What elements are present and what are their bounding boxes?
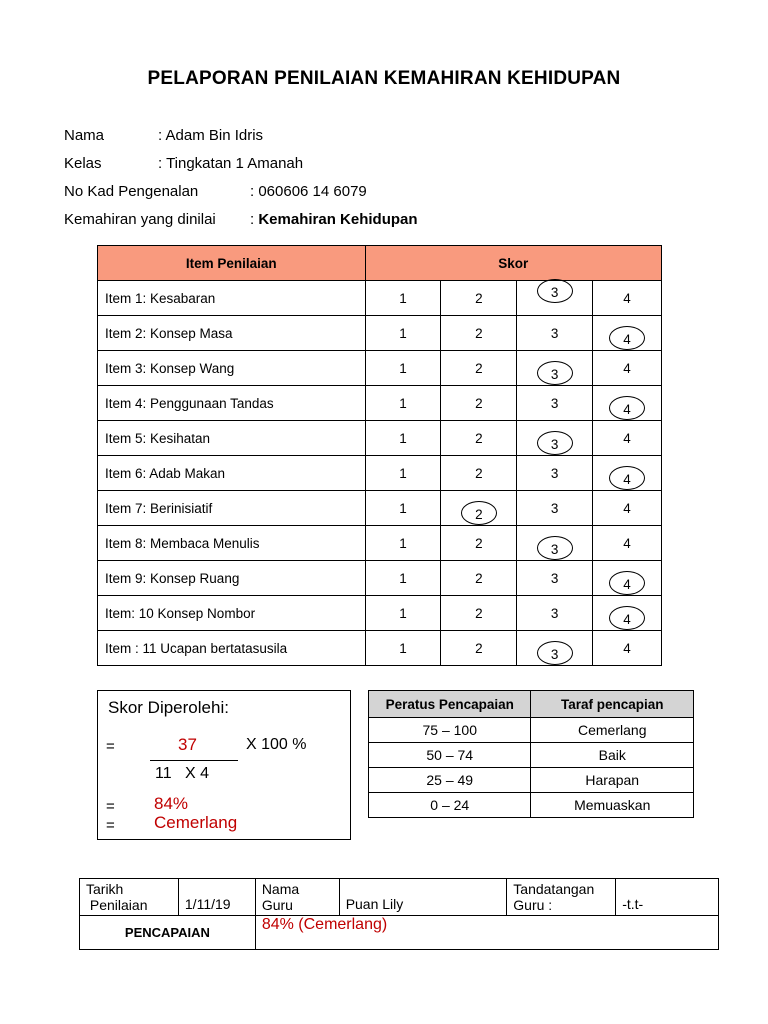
- score-option-2: [441, 351, 517, 386]
- score-option-value: 4: [623, 500, 631, 516]
- score-option-value: 2: [475, 535, 483, 551]
- score-option-1: [365, 456, 441, 491]
- score-option-4: [593, 316, 662, 351]
- header-taraf: Taraf pencapian: [531, 691, 694, 718]
- equals-sign-2: =: [106, 798, 115, 815]
- score-box-title: Skor Diperolehi:: [108, 698, 229, 717]
- score-row: [98, 456, 662, 491]
- score-option-1: [365, 281, 441, 316]
- date-value: 1/11/19: [178, 879, 255, 916]
- score-option-value: 3: [550, 570, 559, 586]
- date-label: Tarikh Penilaian: [80, 879, 179, 916]
- score-option-1: [365, 596, 441, 631]
- percent-range: 75 – 100: [369, 718, 531, 743]
- score-option-1: [365, 421, 441, 456]
- class-label: Kelas: [64, 155, 102, 172]
- score-option-1: [365, 631, 441, 666]
- score-option-value: 1: [399, 500, 407, 516]
- score-option-2: [441, 596, 517, 631]
- score-option-2: [441, 456, 517, 491]
- score-option-value: 1: [399, 640, 407, 656]
- score-option-value: 4: [623, 401, 631, 417]
- score-row: [98, 421, 662, 456]
- score-row: [98, 351, 662, 386]
- score-option-value: 1: [399, 605, 407, 621]
- score-option-2: [441, 421, 517, 456]
- score-row-label: Item: 10 Konsep Nombor: [98, 596, 366, 631]
- achievement-level: Cemerlang: [531, 718, 694, 743]
- score-option-value: 4: [623, 611, 631, 627]
- score-option-value: 3: [550, 436, 559, 452]
- score-row: [98, 281, 662, 316]
- equals-sign-3: =: [106, 817, 115, 834]
- score-option-value: 2: [475, 430, 483, 446]
- score-row-label: Item 6: Adab Makan: [98, 456, 366, 491]
- signature-label: Tandatangan Guru :: [507, 879, 616, 916]
- score-option-value: 4: [623, 360, 631, 376]
- score-row: [98, 386, 662, 421]
- score-option-4: [593, 351, 662, 386]
- skill-colon: :: [250, 211, 255, 228]
- score-option-2: [441, 491, 517, 526]
- score-row: [98, 561, 662, 596]
- teacher-value: Puan Lily: [339, 879, 507, 916]
- score-grade: Cemerlang: [154, 813, 238, 832]
- score-option-value: 3: [550, 284, 559, 300]
- scores-table: [97, 245, 662, 666]
- numerator: 37: [178, 735, 197, 754]
- header-skor: Skor: [365, 246, 661, 281]
- times-100: X 100 %: [246, 736, 307, 753]
- score-option-value: 2: [475, 290, 483, 306]
- score-option-2: [441, 316, 517, 351]
- score-option-4: [593, 421, 662, 456]
- achievement-level: Baik: [531, 743, 694, 768]
- percent-range: 50 – 74: [369, 743, 531, 768]
- score-option-value: 1: [399, 395, 407, 411]
- score-row-label: Item 4: Penggunaan Tandas: [98, 386, 366, 421]
- score-option-1: [365, 316, 441, 351]
- achievement-value: 84% (Cemerlang): [255, 916, 718, 950]
- score-option-2: [441, 561, 517, 596]
- score-option-1: [365, 561, 441, 596]
- ic-value: : 060606 14 6079: [250, 183, 367, 200]
- score-option-value: 3: [550, 325, 559, 341]
- equals-sign-1: =: [106, 738, 115, 755]
- score-option-value: 2: [475, 395, 483, 411]
- score-option-value: 3: [550, 395, 559, 411]
- score-option-value: 2: [475, 360, 483, 376]
- class-value: : Tingkatan 1 Amanah: [158, 155, 304, 172]
- score-option-4: [593, 491, 662, 526]
- score-option-value: 3: [550, 646, 559, 662]
- score-option-value: 2: [475, 605, 483, 621]
- score-row-label: Item 8: Membaca Menulis: [98, 526, 366, 561]
- score-option-value: 1: [399, 465, 407, 481]
- fraction-line: [150, 760, 238, 761]
- score-option-4: [593, 386, 662, 421]
- score-option-value: 2: [475, 640, 483, 656]
- score-option-2: [441, 631, 517, 666]
- score-option-value: 1: [399, 430, 407, 446]
- score-row-label: Item 3: Konsep Wang: [98, 351, 366, 386]
- ic-label: No Kad Pengenalan: [64, 183, 199, 200]
- score-option-3: [517, 351, 593, 386]
- achievement-level: Harapan: [531, 768, 694, 793]
- score-option-3: [517, 421, 593, 456]
- score-option-value: 1: [399, 290, 407, 306]
- score-option-3: [517, 561, 593, 596]
- score-option-value: 3: [550, 465, 559, 481]
- score-row: [98, 316, 662, 351]
- report-title: PELAPORAN PENILAIAN KEMAHIRAN KEHIDUPAN: [147, 68, 621, 89]
- score-row: [98, 596, 662, 631]
- achievement-level-row: [369, 793, 694, 818]
- achievement-level: Memuaskan: [531, 793, 694, 818]
- achievement-level-row: [369, 743, 694, 768]
- teacher-label: Nama Guru: [255, 879, 339, 916]
- score-row-label: Item 5: Kesihatan: [98, 421, 366, 456]
- score-option-1: [365, 386, 441, 421]
- achievement-label: PENCAPAIAN: [80, 916, 256, 950]
- score-option-value: 4: [623, 471, 631, 487]
- skill-label: Kemahiran yang dinilai: [64, 211, 216, 228]
- score-option-4: [593, 631, 662, 666]
- score-option-value: 3: [550, 366, 559, 382]
- header-peratus: Peratus Pencapaian: [369, 691, 531, 718]
- score-option-value: 2: [475, 465, 483, 481]
- score-option-value: 1: [399, 360, 407, 376]
- name-value: : Adam Bin Idris: [158, 127, 264, 144]
- score-row-label: Item 1: Kesabaran: [98, 281, 366, 316]
- score-option-3: [517, 596, 593, 631]
- score-option-value: 4: [623, 640, 631, 656]
- score-row-label: Item : 11 Ucapan bertatasusila: [98, 631, 366, 666]
- percent-range: 25 – 49: [369, 768, 531, 793]
- score-option-3: [517, 491, 593, 526]
- skill-row: [64, 211, 216, 228]
- score-option-value: 4: [623, 430, 631, 446]
- header-item-penilaian: Item Penilaian: [98, 246, 366, 281]
- score-option-4: [593, 526, 662, 561]
- score-option-value: 3: [550, 605, 559, 621]
- achievement-level-row: [369, 718, 694, 743]
- score-option-4: [593, 596, 662, 631]
- score-option-1: [365, 491, 441, 526]
- score-row: [98, 491, 662, 526]
- score-option-value: 1: [399, 535, 407, 551]
- student-name-row: [64, 127, 104, 144]
- signature-value: -t.t-: [616, 879, 719, 916]
- score-option-3: [517, 386, 593, 421]
- score-row-label: Item 9: Konsep Ruang: [98, 561, 366, 596]
- score-option-value: 1: [399, 570, 407, 586]
- achievement-level-table: [368, 690, 694, 818]
- score-option-3: [517, 631, 593, 666]
- score-option-3: [517, 526, 593, 561]
- score-row: [98, 526, 662, 561]
- score-option-value: 3: [550, 500, 559, 516]
- score-option-2: [441, 386, 517, 421]
- percent-range: 0 – 24: [369, 793, 531, 818]
- score-percent: 84%: [154, 794, 189, 813]
- score-row-label: Item 2: Konsep Masa: [98, 316, 366, 351]
- score-option-4: [593, 561, 662, 596]
- score-option-value: 4: [623, 535, 631, 551]
- score-row: [98, 631, 662, 666]
- denominator: 11 X 4: [155, 765, 209, 782]
- assessment-footer-table: [79, 878, 719, 950]
- score-option-1: [365, 526, 441, 561]
- score-option-value: 1: [399, 325, 407, 341]
- skill-value: Kemahiran Kehidupan: [258, 211, 418, 228]
- score-option-value: 4: [623, 576, 631, 592]
- score-option-value: 2: [475, 506, 483, 522]
- achievement-level-row: [369, 768, 694, 793]
- score-option-value: 3: [550, 541, 559, 557]
- class-row: [64, 155, 102, 172]
- score-option-3: [517, 456, 593, 491]
- score-option-1: [365, 351, 441, 386]
- score-option-value: 4: [623, 331, 631, 347]
- score-option-value: 2: [475, 325, 483, 341]
- name-label: Nama: [64, 127, 105, 144]
- score-option-value: 4: [623, 290, 631, 306]
- score-option-3: [517, 281, 593, 316]
- score-row-label: Item 7: Berinisiatif: [98, 491, 366, 526]
- score-option-3: [517, 316, 593, 351]
- score-box: [97, 690, 351, 840]
- score-option-value: 2: [475, 570, 483, 586]
- score-option-2: [441, 281, 517, 316]
- score-option-4: [593, 281, 662, 316]
- ic-row: [64, 183, 198, 200]
- score-option-4: [593, 456, 662, 491]
- score-option-2: [441, 526, 517, 561]
